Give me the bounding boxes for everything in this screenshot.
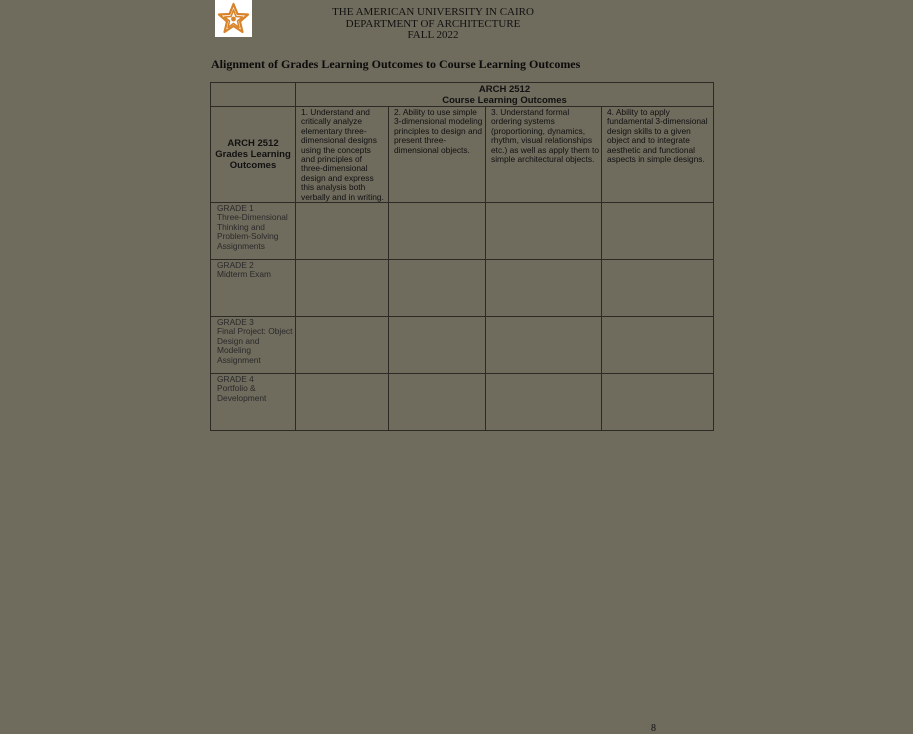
grade-name: Portfolio & Development [217,383,267,403]
grade-name: Three-Dimensional Thinking and Problem-Solving Assignments [217,212,288,251]
alignment-cell [389,317,486,374]
alignment-cell [602,374,714,431]
grade-name: Midterm Exam [217,269,271,280]
grade-cell-4 [211,374,296,431]
grade-name: Final Project: Object Design and Modeling Assignment [217,326,293,365]
table-row [211,317,714,374]
page-number: 8 [651,723,656,734]
course-outcomes-label: Course Learning Outcomes [442,94,567,106]
grade-cell-2 [211,260,296,317]
course-code: ARCH 2512 [478,83,531,95]
document-title: Alignment of Grades Learning Outcomes to Course Learning Outcomes [211,57,581,71]
grade-cell-3 [211,317,296,374]
alignment-cell [296,374,389,431]
empty-corner-cell [211,83,296,107]
alignment-cell [389,203,486,260]
grade-label: GRADE 3 [217,317,254,328]
alignment-cell [389,374,486,431]
grades-outcomes-header: ARCH 2512 Grades Learning Outcomes [211,107,296,203]
auc-star-logo-icon [215,0,252,37]
university-logo [215,0,252,37]
alignment-table [210,82,714,431]
table-header-row [211,83,714,107]
clo-cell-3: 3. Understand formal ordering systems (proportioning, dynamics, rhythm, visual relationships etc.) as well as apply them to simple architectural objects. [486,107,602,203]
alignment-cell [389,260,486,317]
clo-cell-4: 4. Ability to apply fundamental 3-dimensional design skills to a given object and to integrate aesthetic and functional aspects in simple designs. [602,107,714,203]
alignment-cell [602,203,714,260]
document-header [300,7,566,42]
department-name: DEPARTMENT OF ARCHITECTURE [345,17,521,30]
alignment-cell [486,203,602,260]
alignment-cell [296,203,389,260]
semester: FALL 2022 [407,29,459,41]
alignment-cell [486,374,602,431]
clo-cell-2: 2. Ability to use simple 3-dimensional modeling principles to design and present three-dimensional objects. [389,107,486,203]
clo-row [211,107,714,203]
grade-label: GRADE 2 [217,260,254,271]
alignment-cell [602,260,714,317]
table-row [211,374,714,431]
table-row [211,203,714,260]
grade-label: GRADE 4 [217,374,254,385]
university-name: THE AMERICAN UNIVERSITY IN CAIRO [332,6,534,18]
course-outcomes-header [296,83,714,107]
alignment-cell [296,260,389,317]
alignment-cell [296,317,389,374]
grade-label: GRADE 1 [217,203,254,214]
alignment-cell [486,317,602,374]
clo-cell-1: 1. Understand and critically analyze elementary three-dimensional designs using the concepts and principles of three-dimensional design and express this analysis both verbally and in writing. [296,107,389,203]
alignment-cell [486,260,602,317]
table-row [211,260,714,317]
alignment-cell [602,317,714,374]
grade-cell-1 [211,203,296,260]
